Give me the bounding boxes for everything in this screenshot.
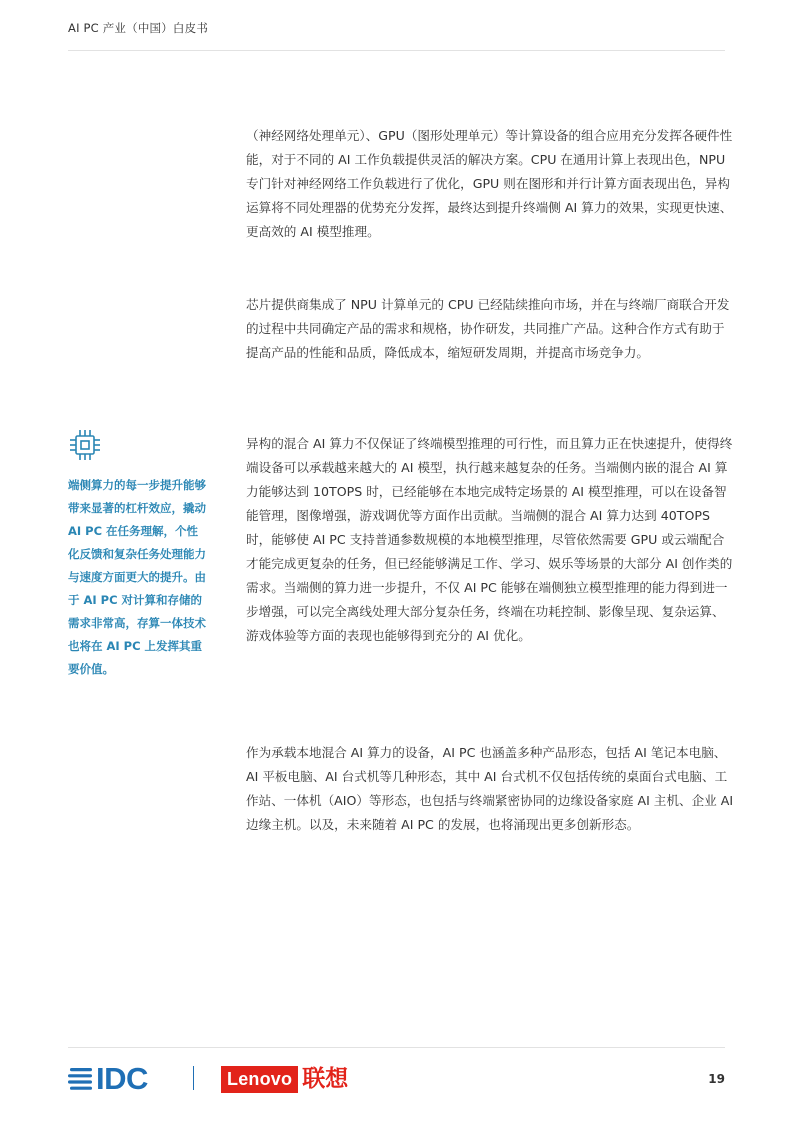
header-title: AI PC 产业（中国）白皮书 xyxy=(68,21,209,35)
footer-divider xyxy=(68,1047,725,1048)
callout-text: 端侧算力的每一步提升能够带来显著的杠杆效应，撬动 AI PC 在任务理解，个性化反馈和复杂任务处理能力与速度方面更大的提升。由于 AI PC 对计算和存储的需求非常高，存算一体技术也将在 AI PC 上发挥其重要价值。 xyxy=(68,478,206,676)
body-paragraph-2 xyxy=(246,293,736,365)
logo-divider xyxy=(193,1066,194,1090)
page-number: 19 xyxy=(708,1072,725,1086)
paragraph-text: 异构的混合 AI 算力不仅保证了终端模型推理的可行性，而且算力正在快速提升，使得终端设备可以承载越来越大的 AI 模型，执行越来越复杂的任务。当端侧内嵌的混合 AI 算力能够达到 10TOPS 时，已经能够在本地完成特定场景的 AI 模型推理，可以在设备智能管理，图像增强，游戏调优等方面作出贡献。当端侧的混合 AI 算力达到 40TOPS 时，能够使 AI PC 支持普通参数规模的本地模型推理，尽管依然需要 GPU 或云端配合才能完成更复杂的任务，但已经能够满足工作、学习、娱乐等场景的大部分 AI 创作类的需求。当端侧的算力进一步提升，不仅 AI PC 能够在端侧独立模型推理的能力得到进一步增强，可以完全离线处理大部分复杂任务，终端在功耗控制、影像呈现、复杂运算、游戏体验等方面的表现也能够得到充分的 AI 优化。 xyxy=(246,436,733,643)
body-paragraph-4 xyxy=(246,741,736,837)
idc-logo-text: IDC xyxy=(96,1061,148,1096)
idc-logo xyxy=(68,1063,148,1095)
body-paragraph-3 xyxy=(246,432,736,648)
lenovo-logo-text: Lenovo xyxy=(221,1066,298,1093)
body-paragraph-1 xyxy=(246,124,736,244)
sidebar-callout xyxy=(68,428,208,681)
chip-icon xyxy=(68,428,102,462)
paragraph-text: 芯片提供商集成了 NPU 计算单元的 CPU 已经陆续推向市场，并在与终端厂商联合开发的过程中共同确定产品的需求和规格，协作研发，共同推广产品。这种合作方式有助于提高产品的性能和品质，降低成本，缩短研发周期，并提高市场竞争力。 xyxy=(246,297,730,360)
header-divider xyxy=(68,50,725,51)
lenovo-logo xyxy=(221,1066,348,1093)
paragraph-text: （神经网络处理单元）、GPU（图形处理单元）等计算设备的组合应用充分发挥各硬件性能，对于不同的 AI 工作负载提供灵活的解决方案。CPU 在通用计算上表现出色，NPU 专门针对神经网络工作负载进行了优化，GPU 则在图形和并行计算方面表现出色，异构运算将不同处理器的优势充分发挥，最终达到提升终端侧 AI 算力的效果，实现更快速、更高效的 AI 模型推理。 xyxy=(246,128,733,239)
paragraph-text: 作为承载本地混合 AI 算力的设备，AI PC 也涵盖多种产品形态，包括 AI 笔记本电脑、AI 平板电脑、AI 台式机等几种形态，其中 AI 台式机不仅包括传统的桌面台式电脑、工作站、一体机（AIO）等形态，也包括与终端紧密协同的边缘设备家庭 AI 主机、企业 AI 边缘主机。以及，未来随着 AI PC 的发展，也将涌现出更多创新形态。 xyxy=(246,745,734,832)
idc-lines-icon xyxy=(68,1065,94,1093)
lenovo-logo-cn: 联想 xyxy=(302,1066,349,1092)
